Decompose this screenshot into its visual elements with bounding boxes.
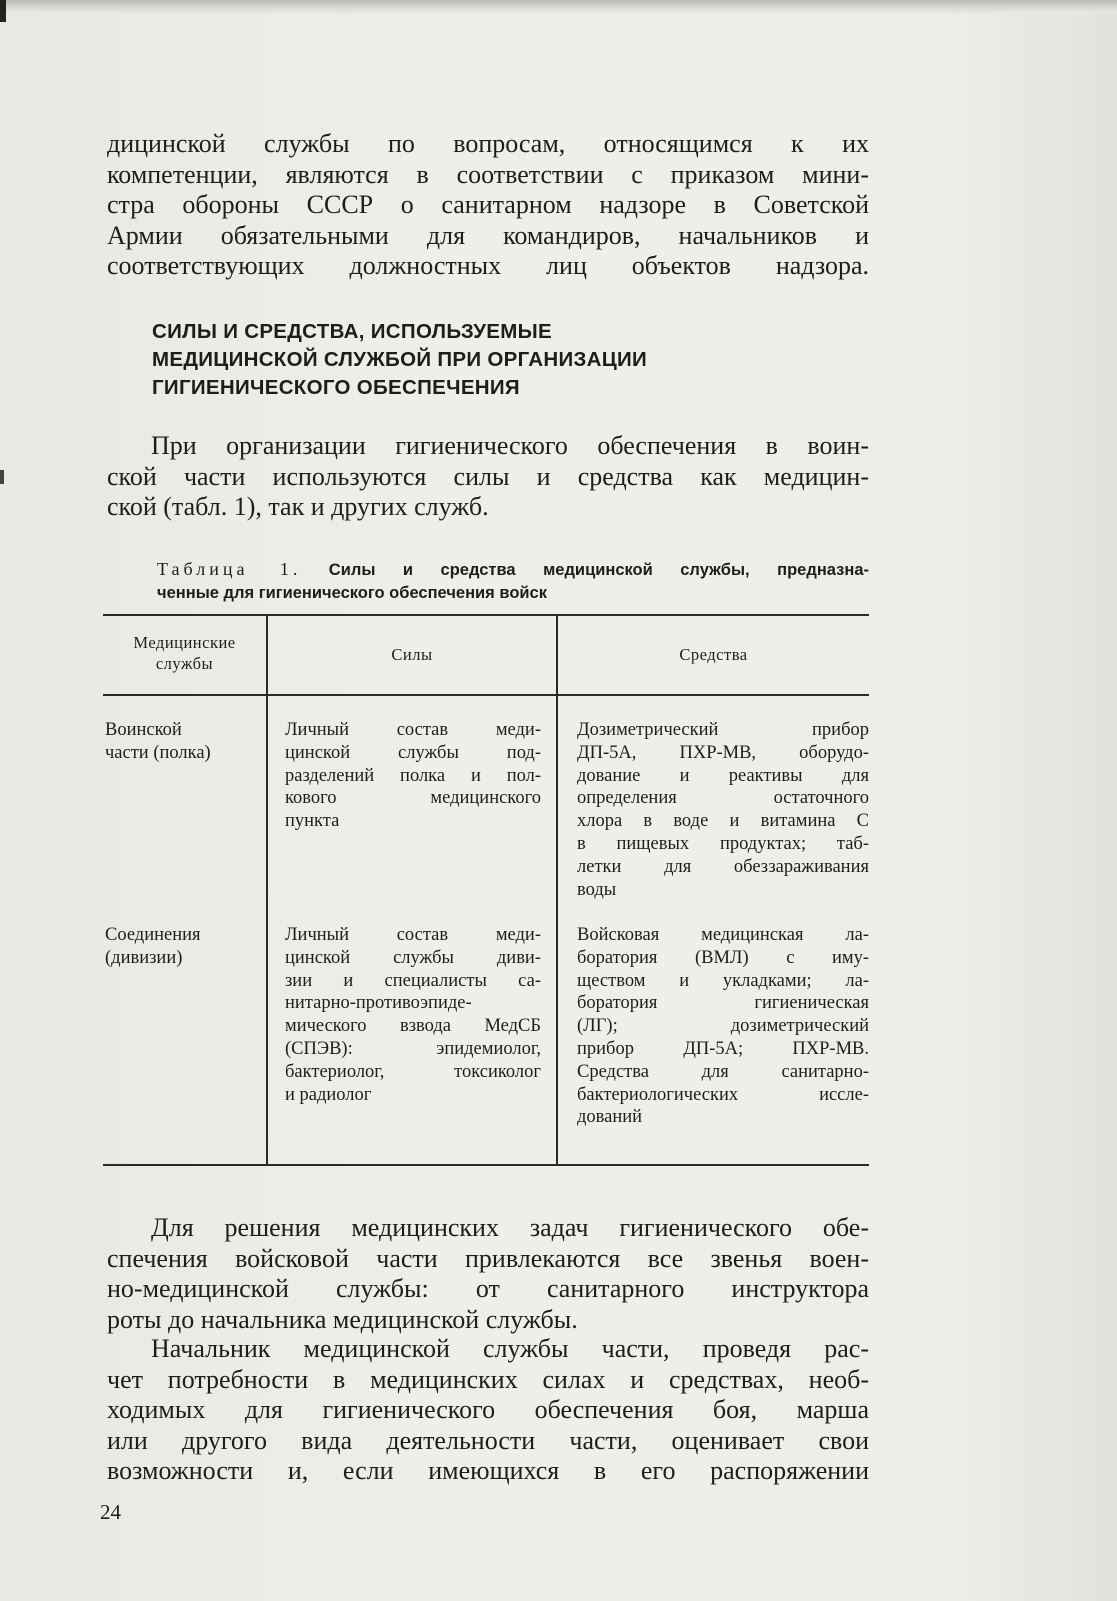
text-line: роты до начальника медицинской службы. (107, 1304, 578, 1334)
text-line: но-медицинской службы: от санитарного инструктора (107, 1274, 869, 1303)
text-line: Армии обязательными для командиров, начальников и (107, 220, 869, 250)
table-header-means: Средства (679, 645, 748, 664)
cell-line: (дивизии) (105, 947, 183, 968)
table-cell-forces (285, 924, 541, 1106)
heading-line: СИЛЫ И СРЕДСТВА, ИСПОЛЬЗУЕМЫЕ (152, 320, 552, 343)
cell-line: ДП-5А, ПХР-МВ, оборудо- (577, 742, 869, 763)
caption-text: Силы и средства медицинской службы, предназна- (328, 561, 870, 579)
table-col-divider (556, 614, 558, 1166)
text-line: Начальник медицинской службы части, проведя рас- (151, 1334, 869, 1363)
cell-line: в пищевых продуктах; таб- (577, 833, 869, 854)
page-top-edge (0, 0, 1117, 14)
text-line: возможности и, если имеющихся в его распоряжении (107, 1456, 869, 1485)
cell-line: хлора в воде и витамина С (577, 811, 869, 832)
table-header-services (103, 632, 266, 674)
binding-mark (0, 0, 6, 22)
text-line: или другого вида деятельности части, оценивает свои (107, 1425, 869, 1455)
heading-line: ГИГИЕНИЧЕСКОГО ОБЕСПЕЧЕНИЯ (152, 376, 520, 399)
cell-line: Дозиметрический прибор (577, 720, 869, 740)
cell-line: ществом и укладками; ла- (577, 970, 869, 991)
table-cell-means (577, 924, 869, 1129)
table-col-divider (266, 614, 268, 1166)
caption-label: Таблица 1. (157, 559, 302, 579)
cell-line: прибор ДП-5А; ПХР-МВ. (577, 1038, 869, 1059)
table-cell-means (577, 719, 869, 901)
cell-line: Воинской (105, 720, 182, 740)
binding-mark (0, 470, 4, 484)
table-rule-top (103, 614, 869, 616)
cell-line: цинской службы диви- (285, 947, 541, 968)
cell-line: летки для обеззараживания (577, 856, 869, 877)
cell-line: кового медицинского (285, 788, 541, 809)
heading-line: МЕДИЦИНСКОЙ СЛУЖБОЙ ПРИ ОРГАНИЗАЦИИ (152, 348, 648, 371)
table-caption (107, 558, 869, 604)
text-line: При организации гигиенического обеспечения в воин- (151, 431, 869, 460)
cell-line: разделений полка и пол- (285, 765, 541, 786)
cell-line: боратория гигиеническая (577, 993, 869, 1014)
text-line: чет потребности в медицинских силах и средствах, необ- (107, 1364, 869, 1394)
table-header-forces: Силы (391, 645, 433, 664)
cell-line: дований (577, 1107, 643, 1128)
cell-line: боратория (ВМЛ) с иму- (577, 947, 869, 968)
cell-line: (ЛГ); дозиметрический (577, 1016, 869, 1037)
cell-line: (СПЭВ): эпидемиолог, (285, 1038, 541, 1059)
text-line: стра обороны СССР о санитарном надзоре в Советской (107, 190, 869, 219)
cell-line: Личный состав меди- (285, 925, 541, 945)
cell-line: определения остаточного (577, 788, 869, 809)
cell-line: части (полка) (105, 742, 211, 763)
text-line: компетенции, являются в соответствии с приказом мини- (107, 159, 869, 189)
cell-line: Войсковая медицинская ла- (577, 925, 869, 945)
text-line: соответствующих должностных лиц объектов надзора. (107, 251, 869, 280)
cell-line: цинской службы под- (285, 742, 541, 763)
cell-line: и радиолог (285, 1084, 372, 1105)
table-rule-bottom (103, 1164, 869, 1166)
table-cell-forces (285, 719, 541, 833)
cell-line: пункта (285, 811, 340, 832)
paragraph-4 (107, 1334, 869, 1487)
table-rule-header (103, 694, 869, 696)
cell-line: нитарно-противоэпиде- (285, 993, 472, 1014)
cell-line: бактериолог, токсиколог (285, 1061, 541, 1082)
page-number: 24 (100, 1500, 121, 1524)
text-line: ходимых для гигиенического обеспечения боя, марша (107, 1395, 869, 1424)
text-line: спечения войсковой части привлекаются все звенья воен- (107, 1243, 869, 1273)
header-line: службы (155, 654, 214, 673)
cell-line: Средства для санитарно- (577, 1061, 869, 1082)
text-line: дицинской службы по вопросам, относящимся к их (107, 129, 869, 158)
section-heading (152, 318, 852, 402)
paragraph-2 (107, 431, 869, 523)
cell-line: бактериологических иссле- (577, 1084, 869, 1105)
forces-means-table (103, 614, 869, 1167)
header-line: Медицинские (133, 633, 236, 652)
paragraph-3 (107, 1213, 869, 1335)
cell-line: Личный состав меди- (285, 720, 541, 740)
cell-line: Соединения (105, 925, 201, 945)
table-cell-service (105, 719, 255, 765)
cell-line: зии и специалисты са- (285, 970, 541, 991)
paragraph-intro (107, 129, 869, 282)
cell-line: дование и реактивы для (577, 765, 869, 786)
cell-line: мического взвода МедСБ (285, 1016, 541, 1037)
text-line: ской части используются силы и средства как медицин- (107, 461, 869, 491)
caption-line (107, 581, 869, 604)
text-line: ской (табл. 1), так и других служб. (107, 492, 489, 521)
cell-line: воды (577, 879, 617, 900)
table-cell-service (105, 924, 255, 970)
caption-text: ченные для гигиенического обеспечения войск (157, 584, 547, 602)
text-line: Для решения медицинских задач гигиенического обе- (151, 1213, 869, 1242)
caption-line (107, 558, 869, 581)
